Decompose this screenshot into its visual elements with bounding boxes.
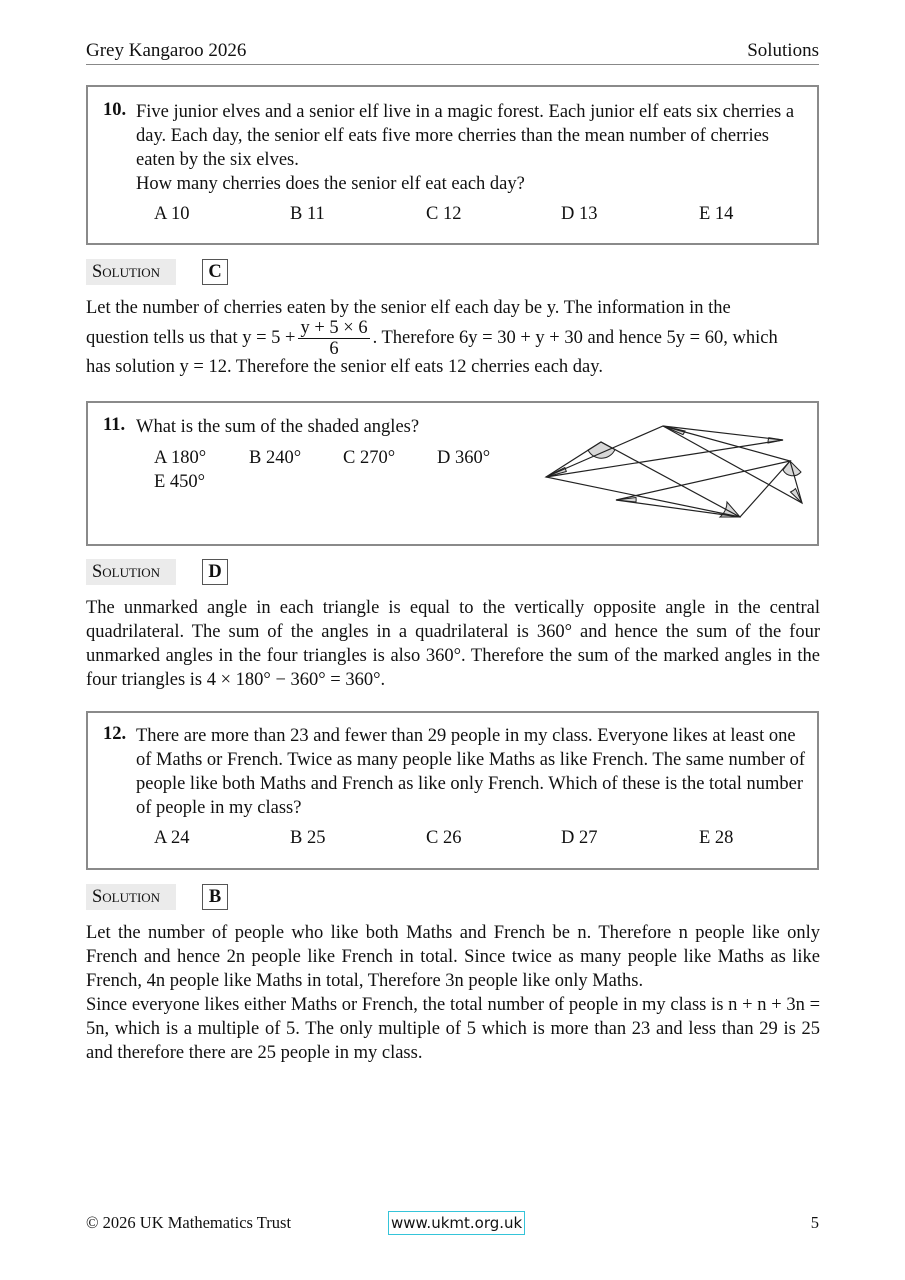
option-c: C 26	[426, 828, 462, 848]
option-b: B 240°	[249, 448, 302, 468]
question-number: 10.	[103, 100, 127, 120]
question-text: There are more than 23 and fewer than 29 people in my class. Everyone likes at least one of Maths or French. Twice as many people like Maths as like French. The same number of people like both Maths and French as like only French. Which of these is the total number of people in my class?	[136, 726, 805, 818]
triangle	[546, 442, 740, 517]
solution-11-text: The unmarked angle in each triangle is equal to the vertically opposite angle in the central quadrilateral. The sum of the angles in a quadrilateral is 360° and hence the sum of the four unmarked angles in the four triangles is also 360°. Therefore the sum of the marked angles in the four triangles is 4 × 180° − 360° = 360°.	[86, 598, 820, 690]
solution-text-post: . Therefore 6y = 30 + y + 30 and hence 5y = 60, which	[372, 327, 778, 348]
footer-url-link[interactable]: www.ukmt.org.uk	[388, 1211, 525, 1235]
question-10-box	[86, 85, 819, 245]
question-text	[136, 100, 806, 196]
footer-copyright: © 2026 UK Mathematics Trust	[86, 1213, 292, 1232]
answer-options	[154, 828, 794, 852]
solution-label: Solution	[86, 559, 176, 585]
question-11-box	[86, 401, 819, 546]
option-d: D 27	[561, 828, 598, 848]
fraction	[298, 318, 369, 359]
four-triangles-diagram	[528, 411, 808, 531]
question-12-box	[86, 711, 819, 870]
option-d: D 13	[561, 204, 598, 224]
option-e: E 450°	[154, 472, 206, 492]
option-b: B 25	[290, 828, 326, 848]
answer-options	[154, 204, 794, 228]
triangle	[663, 426, 802, 503]
option-d: D 360°	[437, 448, 491, 468]
header-section: Solutions	[747, 40, 819, 61]
solution-label: Solution	[86, 884, 176, 910]
solution-10-text	[86, 296, 820, 379]
fraction-numerator: y + 5 × 6	[300, 318, 368, 338]
solution-line: Let the number of cherries eaten by the senior elf each day be y. The information in the	[86, 298, 731, 318]
solution-line-with-fraction	[86, 318, 820, 359]
triangle	[546, 426, 783, 477]
solution-12-text	[86, 921, 820, 1065]
solution-answer: D	[202, 559, 228, 585]
triangle	[616, 461, 790, 517]
solution-line: has solution y = 12. Therefore the senior elf eats 12 cherries each day.	[86, 357, 603, 377]
solution-label: Solution	[86, 259, 176, 285]
header-rule	[86, 64, 819, 65]
question-text-main: Five junior elves and a senior elf live in a magic forest. Each junior elf eats six cherries a day. Each day, the senior elf eats five more cherries than the mean number of cherries eaten by the six elves.	[136, 102, 795, 170]
header-title: Grey Kangaroo 2026	[86, 40, 247, 61]
question-text: What is the sum of the shaded angles?	[136, 417, 420, 437]
question-text-prompt: How many cherries does the senior elf eat each day?	[136, 174, 525, 194]
fraction-denominator: 6	[329, 339, 339, 359]
option-e: E 14	[699, 204, 734, 224]
solution-answer: B	[202, 884, 228, 910]
solution-answer: C	[202, 259, 228, 285]
answer-options	[154, 448, 534, 498]
question-number: 12.	[103, 724, 127, 744]
solution-paragraph: Let the number of people who like both Maths and French be n. Therefore n people like only French and hence 2n people like French in total. Since twice as many people like Maths as like French, 4n people like Maths in total, Therefore 3n people like only Maths.	[86, 923, 820, 991]
solution-paragraph: Since everyone likes either Maths or French, the total number of people in my class is n + n + 3n = 5n, which is a multiple of 5. The only multiple of 5 which is more than 23 and less than 29 is 25 and therefore there are 25 people in my class.	[86, 995, 820, 1063]
option-a: A 180°	[154, 448, 207, 468]
shaded-angle	[588, 442, 615, 458]
question-number: 11.	[103, 415, 126, 435]
option-c: C 270°	[343, 448, 396, 468]
option-c: C 12	[426, 204, 462, 224]
option-a: A 10	[154, 204, 190, 224]
solution-text-pre: question tells us that y = 5 +	[86, 327, 296, 348]
option-e: E 28	[699, 828, 734, 848]
page-number: 5	[810, 1213, 819, 1232]
option-a: A 24	[154, 828, 190, 848]
option-b: B 11	[290, 204, 325, 224]
